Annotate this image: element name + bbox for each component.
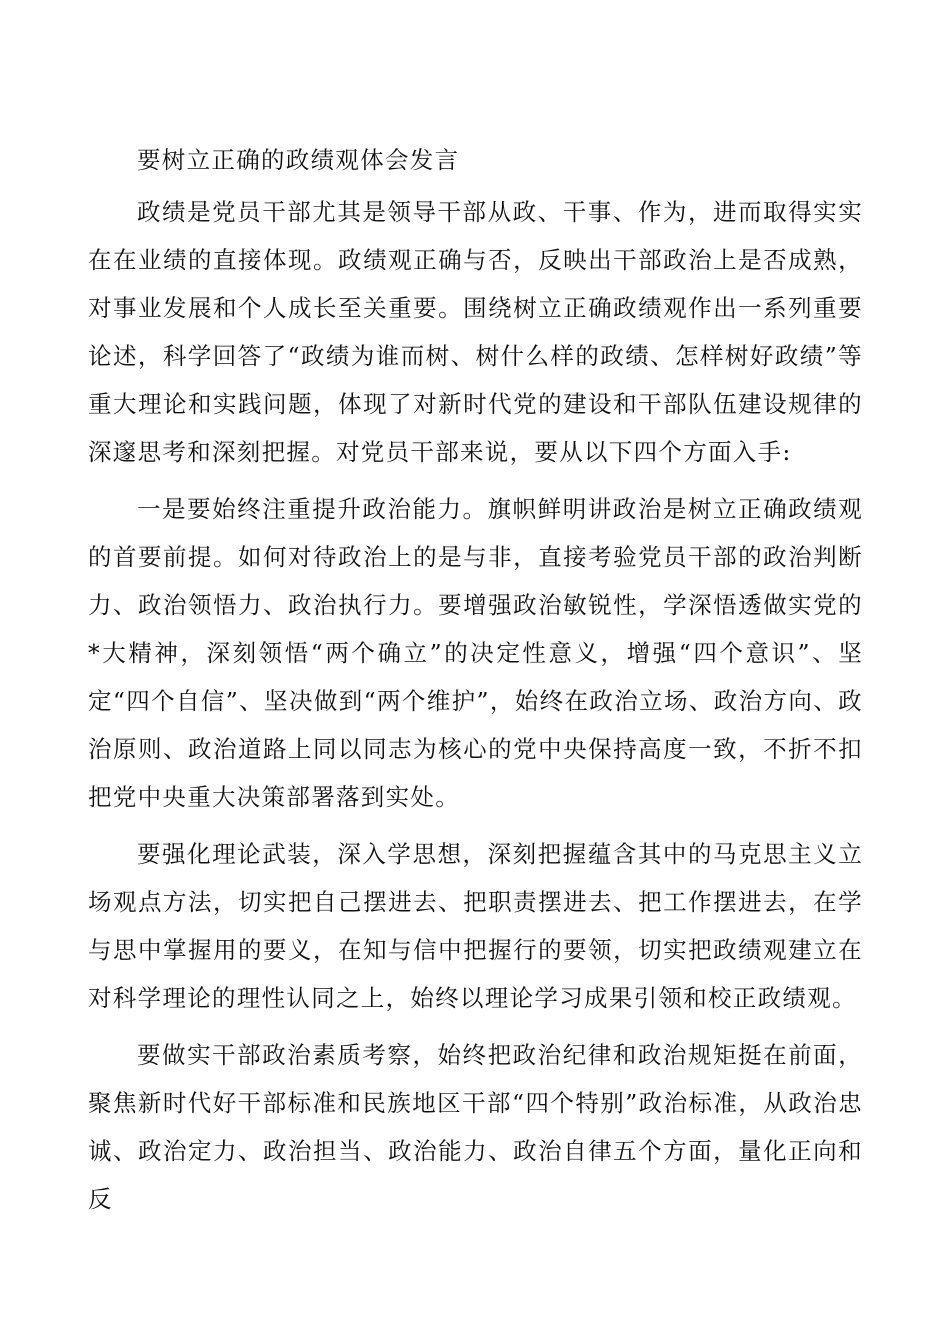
document-page [88, 140, 863, 1232]
document-title: 要树立正确的政绩观体会发言 [137, 146, 460, 174]
paragraph-theory: 要强化理论武装，深入学思想，深刻把握蕴含其中的马克思主义立场观点方法，切实把自己摆进去、把职责摆进去、把工作摆进去，在学与思中掌握用的要义，在知与信中把握行的要领，切实把政绩观建立在对科学理论的理性认同之上，始终以理论学习成果引领和校正政绩观。 [88, 840, 863, 1012]
paragraph-political-ability: 一是要始终注重提升政治能力。旗帜鲜明讲政治是树立正确政绩观的首要前提。如何对待政治上的是与非，直接考验党员干部的政治判断力、政治领悟力、政治执行力。要增强政治敏锐性，学深悟透做实党的*大精神，深刻领悟“两个确立”的决定性意义，增强“四个意识”、坚定“四个自信”、坚决做到“两个维护”，始终在政治立场、政治方向、政治原则、政治道路上同以同志为核心的党中央保持高度一致，不折不扣把党中央重大决策部署落到实处。 [88, 495, 863, 811]
paragraph-intro: 政绩是党员干部尤其是领导干部从政、干事、作为，进而取得实实在在业绩的直接体现。政绩观正确与否，反映出干部政治上是否成熟，对事业发展和个人成长至关重要。围绕树立正确政绩观作出一系列重要论述，科学回答了“政绩为谁而树、树什么样的政绩、怎样树好政绩”等重大理论和实践问题，体现了对新时代党的建设和干部队伍建设规律的深邃思考和深刻把握。对党员干部来说，要从以下四个方面入手: [88, 198, 863, 466]
paragraph-inspection: 要做实干部政治素质考察，始终把政治纪律和政治规矩挺在前面，聚焦新时代好干部标准和民族地区干部“四个特别”政治标准，从政治忠诚、政治定力、政治担当、政治能力、政治自律五个方面，量化正向和反 [88, 1041, 863, 1213]
